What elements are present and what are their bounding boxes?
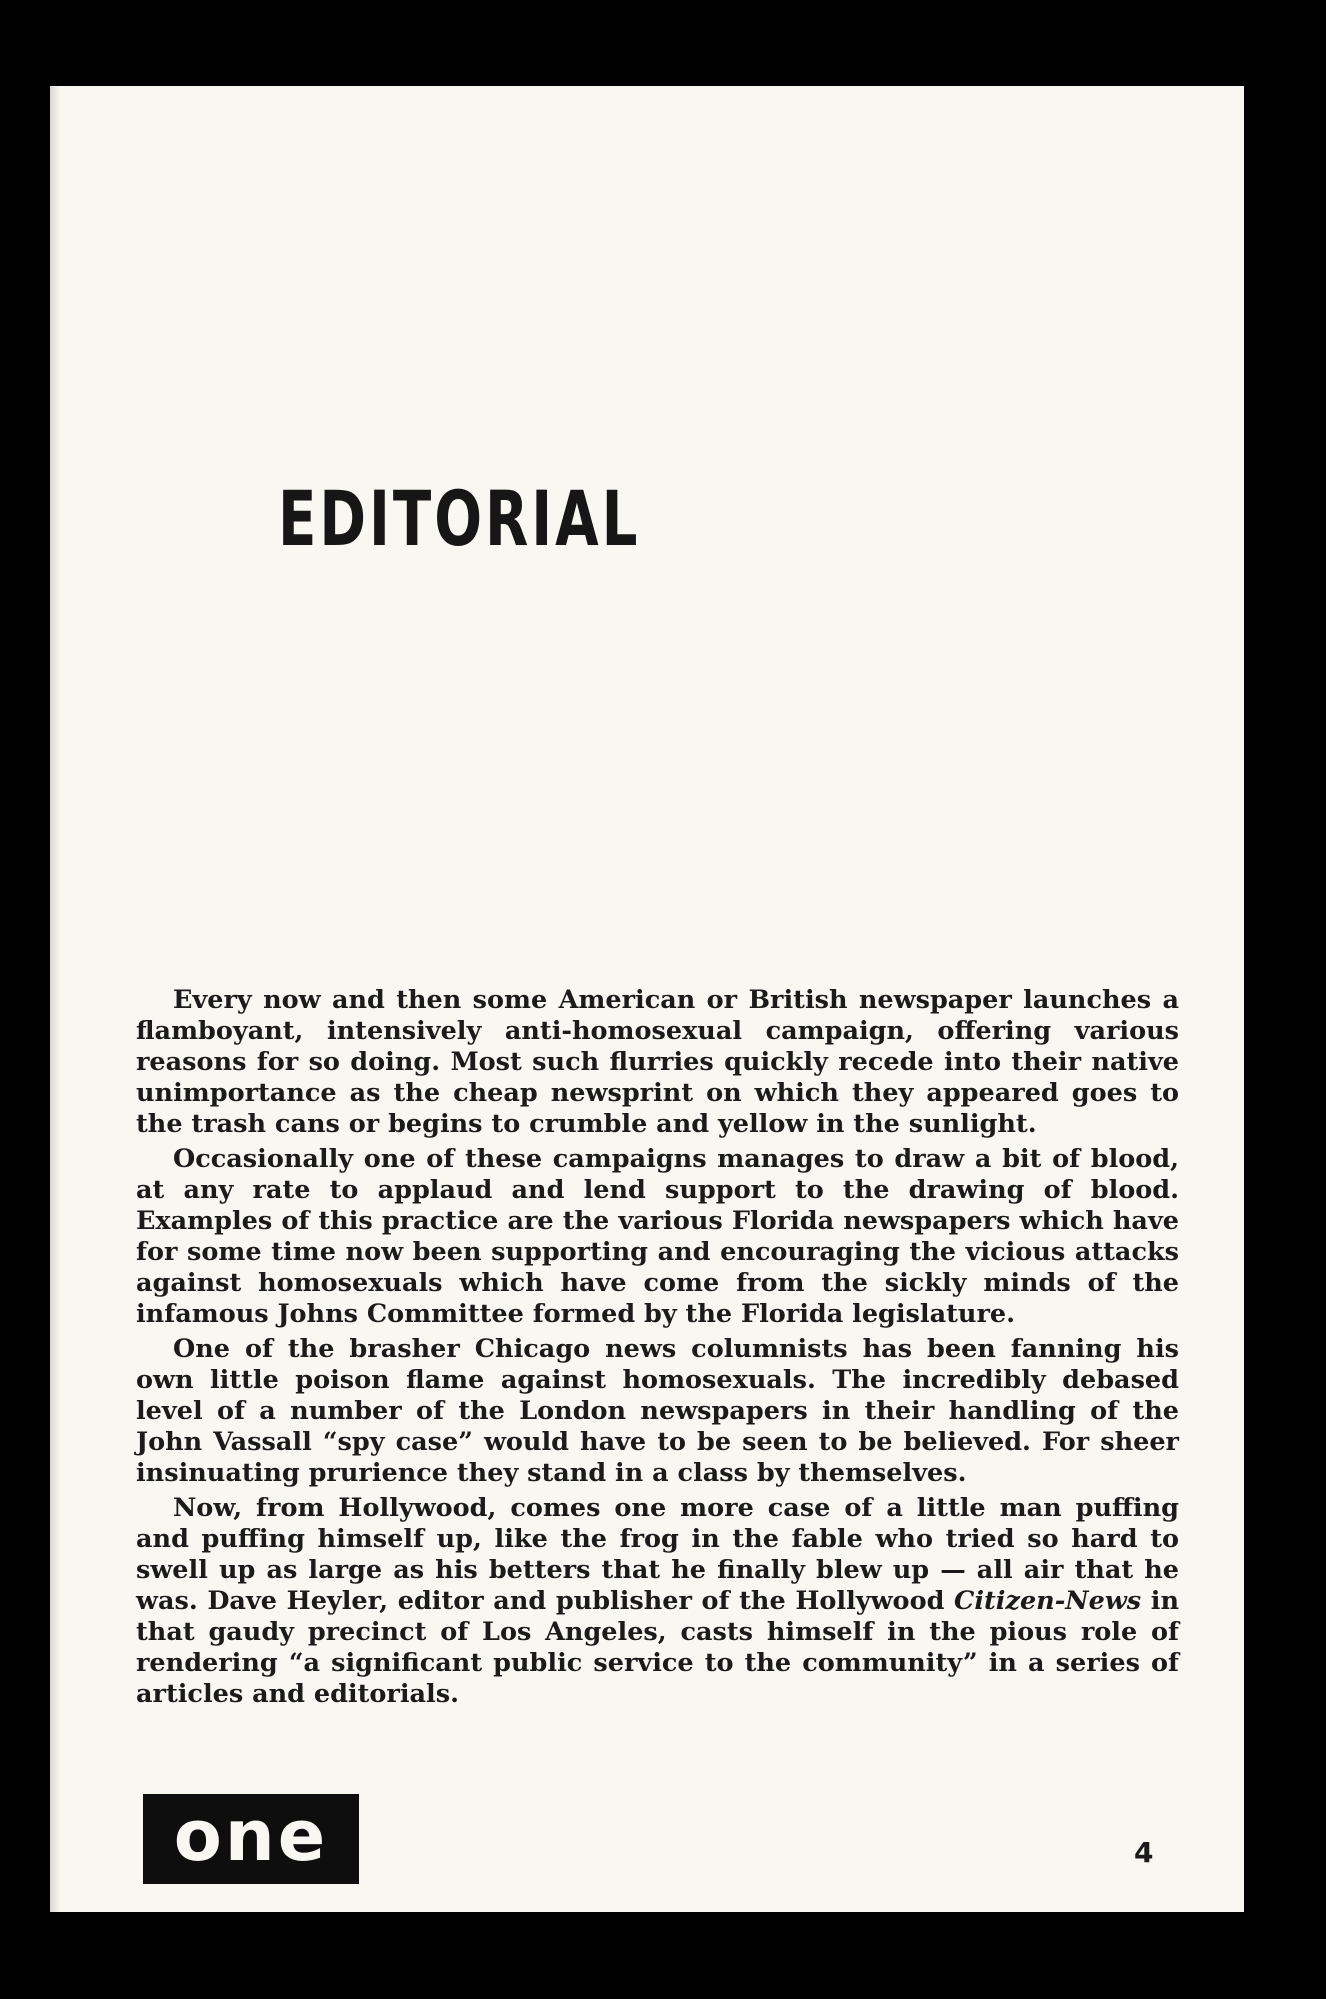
paragraph-4-start: Now, from Hollywood, comes one more case of a little man puffing and puffing himself up, like the frog in the fable who tried so hard to swell up as large as his betters that he finally blew up — all air that he was. Dave Heyler, editor and publisher of the Hollywood — [136, 1493, 1179, 1616]
newspaper-name: Citizen-News — [954, 1586, 1142, 1616]
page-number: 4 — [1134, 1836, 1154, 1869]
page-gutter-shadow — [50, 86, 60, 1912]
editorial-title: EDITORIAL — [278, 474, 641, 563]
paragraph-2: Occasionally one of these campaigns manages to draw a bit of blood, at any rate to applaud and lend support to the drawing of blood. Examples of this practice are the various Florida newspapers which have for some time now been supporting and encouraging the vicious attacks against homosexuals which have come from the sickly minds of the infamous Johns Committee formed by the Florida legislature. — [136, 1144, 1179, 1329]
paragraph-4-end: in that gaudy precinct of Los Angeles, casts himself in the pious role of rendering “a significant public service to the community” in a series of articles and editorials. — [136, 1586, 1179, 1709]
editorial-body — [136, 985, 1179, 1714]
paragraph-1: Every now and then some American or British newspaper launches a flamboyant, intensively anti-homosexual campaign, offering various reasons for so doing. Most such flurries quickly recede into their native unimportance as the cheap newsprint on which they appeared goes to the trash cans or begins to crumble and yellow in the sunlight. — [136, 985, 1179, 1139]
logo-text: one — [173, 1795, 329, 1877]
one-magazine-logo — [143, 1794, 359, 1884]
paragraph-3: One of the brasher Chicago news columnists has been fanning his own little poison flame against homosexuals. The incredibly debased level of a number of the London newspapers in their handling of the John Vassall “spy case” would have to be seen to be believed. For sheer insinuating prurience they stand in a class by themselves. — [136, 1334, 1179, 1488]
paragraph-4 — [136, 1493, 1179, 1710]
